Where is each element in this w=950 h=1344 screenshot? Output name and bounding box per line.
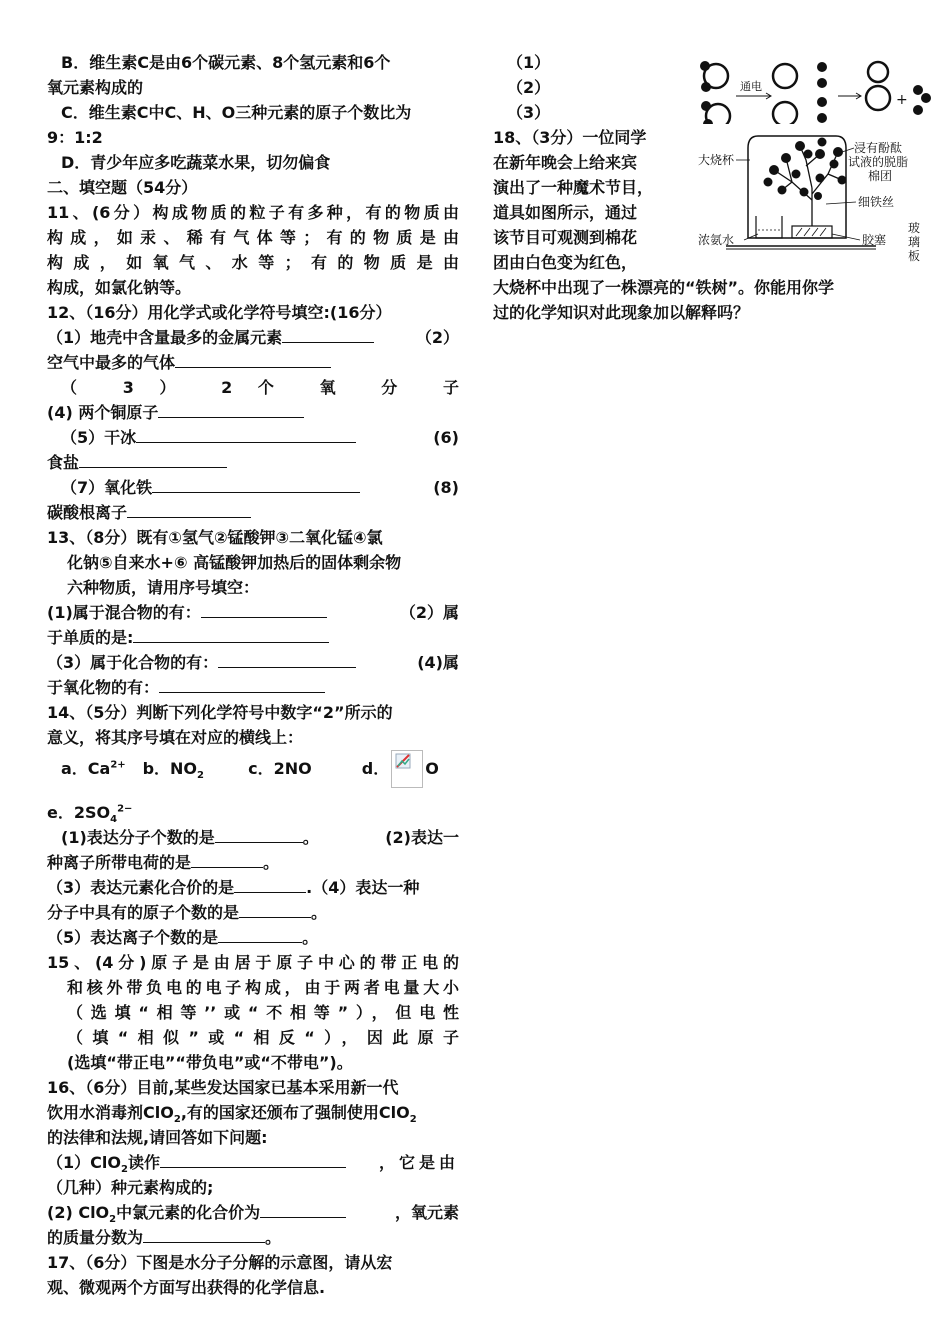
q11-line4: 构成，如氯化钠等。 [47, 278, 192, 297]
q16-line3: 的法律和法规,请回答如下问题: [47, 1128, 268, 1147]
q14-sub2-label-start: (2)表达一 [385, 828, 459, 847]
q14-sub2-label: 种离子所带电荷的是 [47, 853, 192, 872]
q14-sub4-label-start: .（4）表达一种 [306, 878, 420, 897]
q12-item2-label: 空气中最多的气体 [47, 353, 176, 372]
q12-item8-blank[interactable] [127, 501, 251, 518]
q14-sub4-label: 分子中具有的原子个数的是 [47, 903, 240, 922]
label-glass-2: 璃 [908, 235, 921, 249]
label-iron-wire: 细铁丝 [858, 195, 895, 209]
q14-sub3-label: （3）表达元素化合价的是 [47, 878, 235, 897]
q18-line4: 道具如图所示，通过 [493, 203, 638, 222]
q13-part4-blank[interactable] [159, 676, 325, 693]
q12-item7-blank[interactable] [152, 476, 360, 493]
q14-sub4-line [47, 900, 459, 925]
q13-part1-blank[interactable] [201, 601, 327, 618]
q12-item2-blank[interactable] [175, 351, 331, 368]
q16-part1-blank[interactable] [160, 1151, 346, 1168]
iron-tree-experiment-figure [696, 130, 936, 268]
label-ammonia: 浓氨水 [698, 233, 735, 247]
q11-line2: 构成，如汞、稀有气体等；有的物质是由 [47, 228, 459, 247]
q12-item4-label: (4) 两个铜原子 [47, 403, 159, 422]
q14-sub1-blank[interactable] [215, 826, 303, 843]
q18-line8: 过的化学知识对此现象加以解释吗？ [493, 303, 750, 322]
label-big-beaker: 大烧杯 [698, 153, 735, 167]
cotton-balls [764, 138, 847, 201]
q16-line1: 16、（6分）目前,某些发达国家已基本采用新一代 [47, 1078, 399, 1097]
q14-sub3-blank[interactable] [234, 876, 306, 893]
q14-sub3-line [47, 875, 459, 900]
svg-text:+: + [896, 92, 908, 108]
q10-option-c-line2: 9：1:2 [47, 128, 103, 147]
q12-item5-line [47, 425, 459, 450]
q14-sub5-line [47, 925, 459, 950]
q16-part1-label: （1）ClO [47, 1153, 121, 1172]
q12-item1-blank[interactable] [282, 326, 374, 343]
q15-line3: （选填“相等’’或“不相等”），但电性 [67, 1003, 459, 1022]
q18-line2: 在新年晚会上给来宾 [493, 153, 638, 172]
q13-part3-label: （3）属于化合物的有： [47, 653, 219, 672]
q10-option-b-line1: B．维生素C是由6个碳元素、8个氢元素和6个 [61, 53, 391, 72]
section-fill-in-heading: 二、填空题（54分） [47, 178, 198, 197]
small-beaker-ammonia [756, 216, 782, 238]
q12-item5-blank[interactable] [136, 426, 356, 443]
q12-item6-line [47, 450, 459, 475]
q14-sub1-line [47, 825, 459, 850]
q13-part2-blank[interactable] [133, 626, 329, 643]
q12-item5-label: （5）干冰 [61, 428, 137, 447]
q12-item2-number: （2） [415, 328, 459, 347]
q12-item3: （ 3 ） 2 个 氧 分 子 [61, 378, 459, 397]
q13-line1: 13、（8分）既有①氢气②锰酸钾③二氧化锰④氯 [47, 528, 383, 547]
q13-part1-label: (1)属于混合物的有： [47, 603, 201, 622]
q12-item6-label: 食盐 [47, 453, 80, 472]
q14-sub4-end: 。 [311, 903, 328, 922]
q14-option-b: b．$NO_2$ [142, 758, 204, 781]
q12-item2-line [47, 350, 459, 375]
q12-item8-number: (8) [433, 478, 459, 497]
q12-title: 12、（16分）用化学式或化学符号填空:(16分） [47, 303, 392, 322]
q15-line2: 和核外带负电的电子构成，由于两者电量大小 [67, 978, 459, 997]
label-cotton-2: 试液的脱脂 [848, 155, 909, 169]
electrolysis-label: 通电 [740, 80, 762, 93]
rubber-stopper [792, 226, 832, 238]
q15-line5: (选填“带正电”“带负电”或“不带电”)。 [67, 1053, 353, 1072]
q18-line5: 该节目可观测到棉花 [493, 228, 638, 247]
q14-option-e: e．$2SO_4^{2-}$ [47, 803, 133, 826]
q14-sub2-line [47, 850, 459, 875]
q14-sub1-label: (1)表达分子个数的是 [61, 828, 215, 847]
q12-item7-line [47, 475, 459, 500]
label-cotton-3: 棉团 [868, 169, 893, 183]
q12-item6-number: (6) [433, 428, 459, 447]
q14-line1: 14、（5分）判断下列化学符号中数字“2”所示的 [47, 703, 393, 722]
q16-part1-line: （1）ClO$_2$读作 ，它是由 [47, 1153, 459, 1176]
q13-line2: 化钠⑤自来水+⑥ 高锰酸钾加热后的固体剩余物 [67, 553, 402, 572]
q16-line2: 饮用水消毒剂ClO$_2$,有的国家还颁布了强制使用ClO$_2$ [47, 1103, 417, 1126]
q13-part3-line [47, 650, 459, 675]
q16-part1-cont: （几种）种元素构成的; [47, 1178, 214, 1197]
q18-line6: 团由白色变为红色， [493, 253, 638, 272]
q14-sub2-end: 。 [263, 853, 280, 872]
q12-item8-label: 碳酸根离子 [47, 503, 128, 522]
label-cotton-1: 浸有酚酞 [854, 141, 903, 155]
q10-option-b-line2: 氧元素构成的 [47, 78, 144, 97]
q12-item1-label: （1）地壳中含量最多的金属元素 [47, 328, 283, 347]
q13-line3: 六种物质，请用序号填空： [67, 578, 260, 597]
label-glass-1: 玻 [908, 221, 921, 235]
q10-option-c-line1: C．维生素C中C、H、O三种元素的原子个数比为 [61, 103, 412, 122]
q14-option-c: c．2NO [248, 758, 312, 778]
q18-line7: 大烧杯中出现了一株漂亮的“铁树”。你能用你学 [493, 278, 835, 297]
q15-line4: （填“相似”或“相反“），因此原子 [67, 1028, 459, 1047]
label-stopper: 胶塞 [862, 233, 887, 247]
q12-item7-label: （7）氧化铁 [61, 478, 153, 497]
q12-item4-blank[interactable] [158, 401, 304, 418]
q13-part3-blank[interactable] [218, 651, 356, 668]
q12-item4-line [47, 400, 459, 425]
q16-part2-cont: 的质量分数为 。 [47, 1228, 282, 1247]
q13-part2-number: （2）属 [399, 603, 459, 622]
q13-part2-label: 于单质的是: [47, 628, 134, 647]
q12-item6-blank[interactable] [79, 451, 227, 468]
q13-part4-label: 于氧化物的有： [47, 678, 160, 697]
q14-sub2-blank[interactable] [191, 851, 263, 868]
q14-sub5-blank[interactable] [218, 926, 302, 943]
q18-line1: 18、（3分）一位同学 [493, 128, 647, 147]
q17-answer-2: （2） [507, 78, 551, 97]
q13-part1-line [47, 600, 459, 625]
q13-part4-number: (4)属 [417, 653, 459, 672]
q16-part2b-blank[interactable] [143, 1226, 265, 1243]
q14-option-d: d． O [362, 750, 439, 788]
q17-answer-1: （1） [507, 53, 551, 72]
q13-part2-line [47, 625, 459, 650]
q11-line1: 11、(6分）构成物质的粒子有多种，有的物质由 [47, 203, 459, 222]
q14-sub5-end: 。 [302, 928, 319, 947]
q14-options [47, 750, 459, 800]
broken-image-icon [391, 750, 423, 788]
q17-line2: 观、微观两个方面写出获得的化学信息. [47, 1278, 326, 1297]
q16-part2-label: (2) ClO [47, 1203, 110, 1222]
q10-option-d: D．青少年应多吃蔬菜水果，切勿偏食 [61, 153, 331, 172]
q12-item1-line [47, 325, 459, 350]
label-glass-3: 板 [908, 249, 921, 263]
left-column [47, 50, 459, 1300]
q16-part2-line: (2) ClO$_2$中氯元素的化合价为 ，氧元素 [47, 1203, 459, 1226]
q18-line3: 演出了一种魔术节目， [493, 178, 654, 197]
q14-sub1-end: 。 [302, 828, 319, 847]
q11-line3: 构成，如氧气、水等；有的物质是由 [47, 253, 459, 272]
q17-answer-3: （3） [507, 103, 551, 122]
water-electrolysis-diagram [698, 58, 936, 124]
q16-part2-blank[interactable] [260, 1201, 346, 1218]
q14-option-a: a．$Ca^{2+}$ [61, 758, 126, 778]
q13-part4-line [47, 675, 459, 700]
q15-line1: 15、(4分)原子是由居于原子中心的带正电的 [47, 953, 459, 972]
q12-item8-line [47, 500, 459, 525]
q14-sub5-label: （5）表达离子个数的是 [47, 928, 219, 947]
q14-sub4-blank[interactable] [239, 901, 311, 918]
q14-line2: 意义，将其序号填在对应的横线上： [47, 728, 304, 747]
q17-line1: 17、（6分）下图是水分子分解的示意图，请从宏 [47, 1253, 393, 1272]
